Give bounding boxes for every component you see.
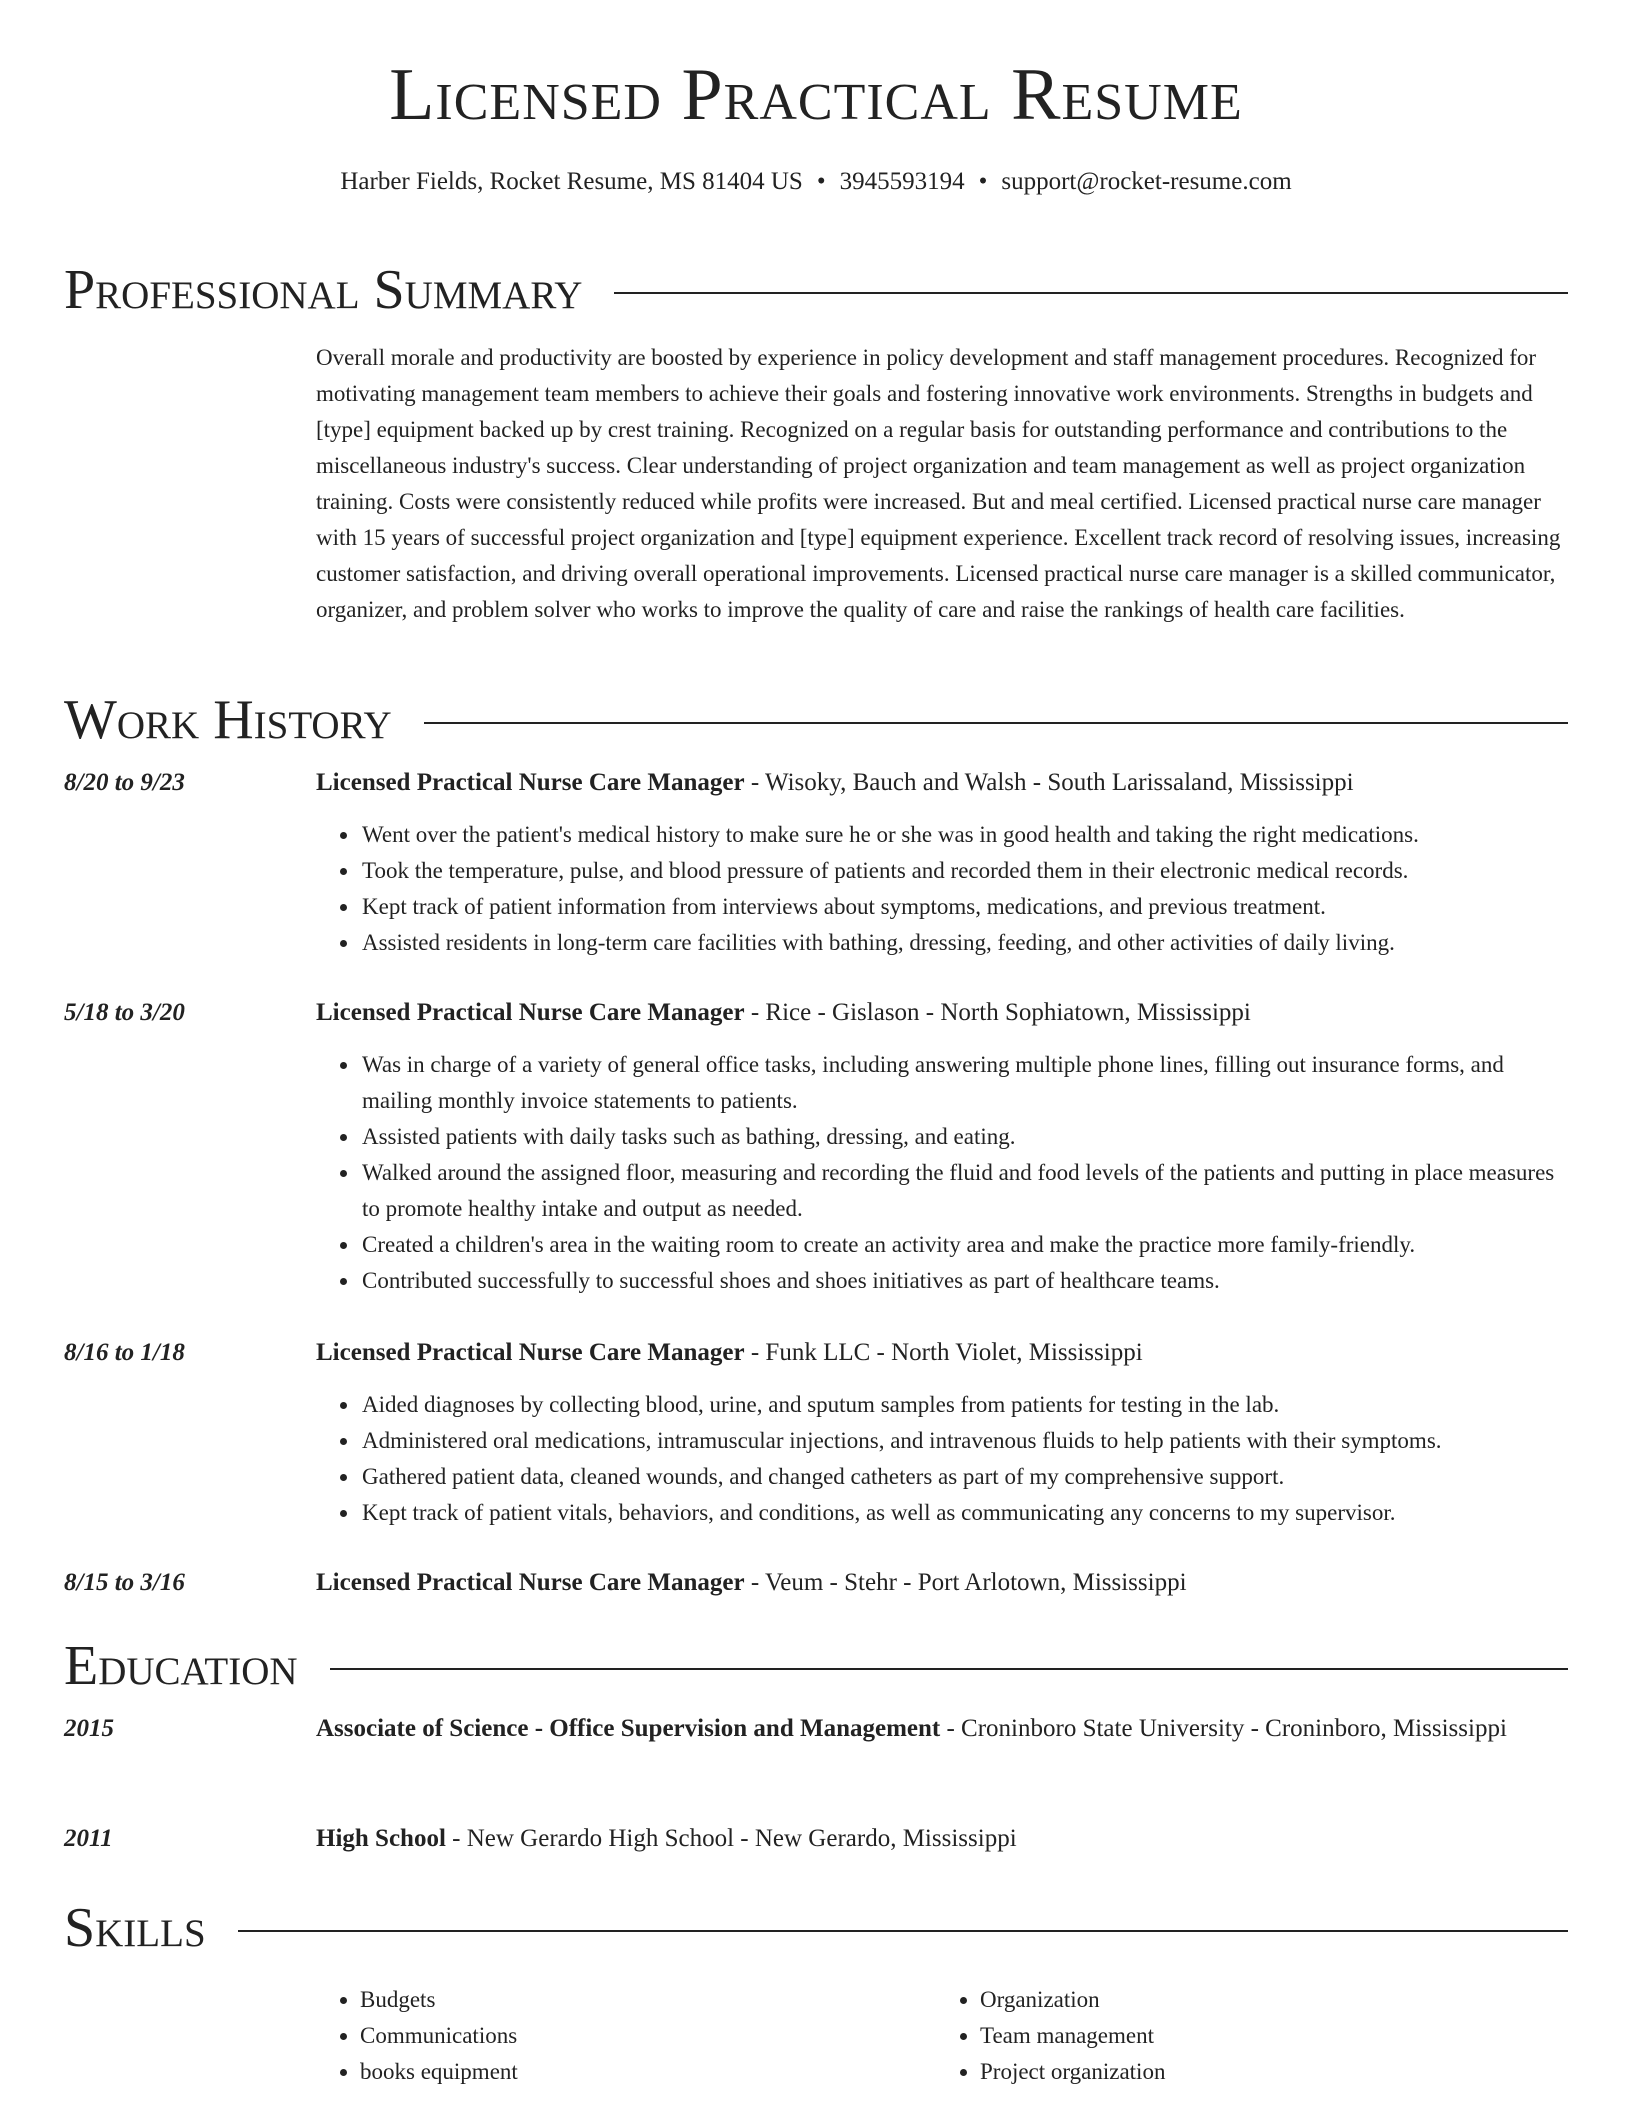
list-item: • Was in charge of a variety of general office tasks, including answering multiple phone lines, filling out insurance forms, and mailing monthly invoice statements to patients. [360,1047,1572,1119]
job-bullets [64,817,1572,961]
skill-item: • Budgets [360,1982,936,2018]
list-item: • Gathered patient data, cleaned wounds, and changed catheters as part of my comprehensive support. [360,1459,1572,1495]
job-role: Licensed Practical Nurse Care Manager [316,999,745,1026]
job-heading [316,763,1572,803]
job-heading [316,1333,1572,1373]
education-heading [316,1709,1572,1749]
list-item: • Administered oral medications, intramuscular injections, and intravenous fluids to help patients with their symptoms. [360,1423,1572,1459]
job-details: - Funk LLC - North Violet, Mississippi [744,1339,1143,1366]
skills-list [316,1982,1572,2090]
skill-item: • Project organization [980,2054,1556,2090]
education-date: 2015 [64,1715,114,1742]
list-item: • Took the temperature, pulse, and blood pressure of patients and recorded them in their electronic medical records. [360,853,1572,889]
job-heading [316,993,1572,1033]
section-professional-summary [64,259,1568,321]
section-skills [64,1897,1568,1959]
job-bullets [64,1047,1572,1299]
section-divider [330,1668,1568,1670]
list-item: • Aided diagnoses by collecting blood, urine, and sputum samples from patients for testing in the lab. [360,1387,1572,1423]
education-date: 2011 [64,1825,113,1852]
resume-header [0,54,1632,196]
list-item: • Kept track of patient vitals, behaviors, and conditions, as well as communicating any concerns to my supervisor. [360,1495,1572,1531]
job-entry [64,993,1572,1299]
skills-column-right [936,1982,1556,2090]
section-work-history [64,689,1568,751]
list-item: • Contributed successfully to successful shoes and shoes initiatives as part of healthcare teams. [360,1263,1572,1299]
job-details: - Wisoky, Bauch and Walsh - South Larissaland, Mississippi [744,769,1354,796]
job-entry [64,1333,1572,1531]
education-degree: High School [316,1825,446,1852]
list-item: • Went over the patient's medical history to make sure he or she was in good health and taking the right medications. [360,817,1572,853]
section-divider [424,722,1568,724]
education-entry [64,1709,1572,1749]
job-details: - Rice - Gislason - North Sophiatown, Mississippi [744,999,1251,1026]
job-date: 5/18 to 3/20 [64,999,185,1026]
contact-separator: • [978,168,988,195]
skills-column-left [316,1982,936,2090]
education-details: - Croninboro State University - Croninboro, Mississippi [940,1715,1507,1742]
skill-item: • Organization [980,1982,1556,2018]
job-details: - Veum - Stehr - Port Arlotown, Mississippi [744,1569,1187,1596]
education-degree: Associate of Science - Office Supervision and Management [316,1715,941,1742]
job-heading [316,1563,1572,1603]
list-item: • Kept track of patient information from interviews about symptoms, medications, and previous treatment. [360,889,1572,925]
resume-name: Licensed Practical Resume [389,54,1243,136]
contact-email: support@rocket-resume.com [1001,168,1292,195]
contact-separator: • [816,168,826,195]
contact-address: Harber Fields, Rocket Resume, MS 81404 US [340,168,803,195]
job-entry [64,1563,1572,1603]
section-education [64,1635,1568,1697]
job-date: 8/15 to 3/16 [64,1569,185,1596]
section-title: Professional Summary [64,259,583,321]
section-title: Work History [64,689,392,751]
skill-item: • books equipment [360,2054,936,2090]
skill-item: • Team management [980,2018,1556,2054]
contact-line [0,168,1632,196]
skill-item: • Communications [360,2018,936,2054]
education-details: - New Gerardo High School - New Gerardo, Mississippi [445,1825,1017,1852]
list-item: • Assisted residents in long-term care facilities with bathing, dressing, feeding, and other activities of daily living. [360,925,1572,961]
list-item: • Created a children's area in the waiting room to create an activity area and make the practice more family-friendly. [360,1227,1572,1263]
section-title: Skills [64,1897,206,1959]
education-entry [64,1819,1572,1859]
job-date: 8/16 to 1/18 [64,1339,185,1366]
job-entry [64,763,1572,961]
job-date: 8/20 to 9/23 [64,769,185,796]
section-divider [238,1930,1568,1932]
job-bullets [64,1387,1572,1531]
job-role: Licensed Practical Nurse Care Manager [316,1569,745,1596]
job-role: Licensed Practical Nurse Care Manager [316,1339,745,1366]
section-title: Education [64,1635,298,1697]
summary-text: Overall morale and productivity are boosted by experience in policy development and staff management procedures. Recognized for motivating management team members to achieve their goals and fostering innovative work environments. Strengths in budgets and [type] equipment backed up by crest training. Recognized on a regular basis for outstanding performance and contributions to the miscellaneous industry's success. Clear understanding of project organization and team management as well as project organization training. Costs were consistently reduced while profits were increased. But and meal certified. Licensed practical nurse care manager with 15 years of successful project organization and [type] equipment experience. Excellent track record of resolving issues, increasing customer satisfaction, and driving overall operational improvements. Licensed practical nurse care manager is a skilled communicator, organizer, and problem solver who works to improve the quality of care and raise the rankings of health care facilities. [316,345,1561,622]
education-heading [316,1819,1572,1859]
list-item: • Assisted patients with daily tasks such as bathing, dressing, and eating. [360,1119,1572,1155]
list-item: • Walked around the assigned floor, measuring and recording the fluid and food levels of the patients and putting in place measures to promote healthy intake and output as needed. [360,1155,1572,1227]
job-role: Licensed Practical Nurse Care Manager [316,769,745,796]
section-divider [614,292,1568,294]
contact-phone: 3945593194 [839,168,965,195]
